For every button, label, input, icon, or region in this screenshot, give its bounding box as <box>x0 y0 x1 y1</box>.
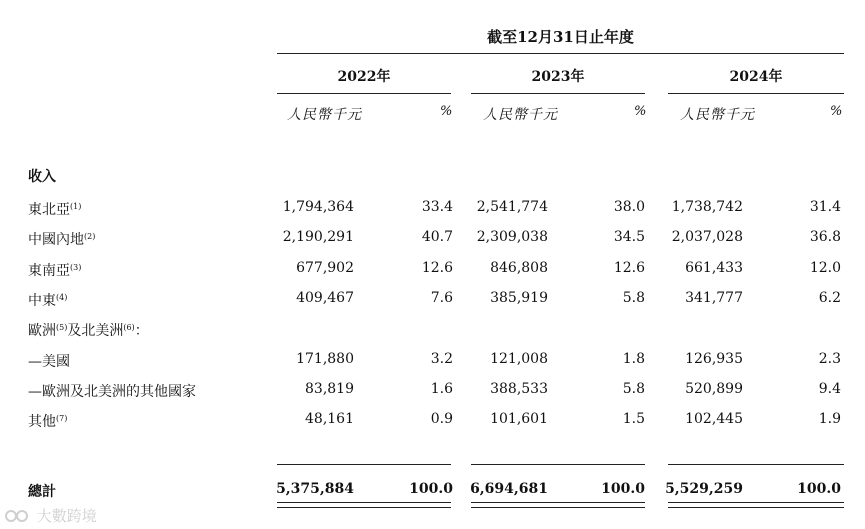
percent-cell: 5.8 <box>622 381 645 397</box>
percent-cell: 1.6 <box>430 381 453 397</box>
percent-cell: 12.6 <box>421 260 453 276</box>
percent-cell: 2.3 <box>818 351 841 367</box>
year-2024-header: 2024年 <box>729 69 783 85</box>
footnote-ref: (1) <box>70 202 82 211</box>
total-percent-cell: 100.0 <box>797 481 841 497</box>
percent-cell: 5.8 <box>622 290 645 306</box>
amount-cell: 341,777 <box>685 290 743 306</box>
percent-cell: 7.6 <box>430 290 453 306</box>
percent-cell: 3.2 <box>430 351 453 367</box>
amount-cell: 2,037,028 <box>671 229 743 245</box>
percent-cell: 9.4 <box>818 381 841 397</box>
amount-cell: 409,467 <box>296 290 354 306</box>
row-label-text: 及北美洲 <box>67 323 124 339</box>
watermark-logo-icon <box>4 509 32 523</box>
percent-cell: 36.8 <box>809 229 841 245</box>
section-title: 收入 <box>28 169 56 185</box>
subtotal-rule-2022 <box>277 464 451 465</box>
year-2022-header: 2022年 <box>337 69 391 85</box>
total-double-rule-2022 <box>277 502 451 508</box>
amount-cell: 2,541,774 <box>476 199 548 215</box>
percent-cell: 12.0 <box>809 260 841 276</box>
amount-cell: 661,433 <box>685 260 743 276</box>
row-label <box>28 411 67 431</box>
amount-cell: 677,902 <box>296 260 354 276</box>
amount-cell: 102,445 <box>685 411 743 427</box>
total-amount-cell: 6,694,681 <box>470 481 548 497</box>
total-label: 總計 <box>28 484 56 500</box>
amount-cell: 101,601 <box>490 411 548 427</box>
total-amount-cell: 5,375,884 <box>276 481 354 497</box>
pct-label-2023: % <box>634 104 647 119</box>
footnote-ref: (5) <box>56 323 68 332</box>
percent-cell: 40.7 <box>421 229 453 245</box>
row-label-text: 東南亞 <box>28 263 70 279</box>
footnote-ref: (7) <box>56 414 68 423</box>
row-label <box>28 290 67 310</box>
row-label <box>28 229 95 249</box>
total-double-rule-2023 <box>471 502 645 508</box>
row-label-text: —歐洲及北美洲的其他國家 <box>28 384 196 400</box>
row-label-text: 歐洲 <box>28 323 56 339</box>
unit-label-2023: 人民幣千元 <box>483 107 558 123</box>
subtotal-rule-2023 <box>471 464 645 465</box>
footnote-ref: (3) <box>70 263 82 272</box>
row-label <box>28 260 81 280</box>
total-double-rule-2024 <box>668 502 844 508</box>
amount-cell: 83,819 <box>305 381 354 397</box>
footnote-ref: (4) <box>56 293 68 302</box>
row-label-text: 中國內地 <box>28 232 84 248</box>
row-label-suffix: ： <box>134 323 149 339</box>
amount-cell: 846,808 <box>490 260 548 276</box>
pct-label-2024: % <box>830 104 843 119</box>
year-2022-rule <box>277 93 451 94</box>
header-rule <box>277 53 844 54</box>
row-label-text: —美國 <box>28 354 70 370</box>
subtotal-rule-2024 <box>668 464 844 465</box>
year-2024-rule <box>668 93 844 94</box>
unit-label-2022: 人民幣千元 <box>287 107 362 123</box>
amount-cell: 126,935 <box>685 351 743 367</box>
amount-cell: 520,899 <box>685 381 743 397</box>
year-2023-header: 2023年 <box>531 69 585 85</box>
amount-cell: 1,738,742 <box>671 199 743 215</box>
row-label-text: 中東 <box>28 293 56 309</box>
percent-cell: 0.9 <box>430 411 453 427</box>
pct-label-2022: % <box>440 104 453 119</box>
percent-cell: 38.0 <box>613 199 645 215</box>
watermark <box>4 505 97 526</box>
amount-cell: 1,794,364 <box>282 199 354 215</box>
row-label <box>28 199 81 219</box>
row-label-text: 其他 <box>28 414 56 430</box>
row-label <box>28 381 196 401</box>
total-percent-cell: 100.0 <box>601 481 645 497</box>
percent-cell: 34.5 <box>613 229 645 245</box>
percent-cell: 1.9 <box>818 411 841 427</box>
percent-cell: 1.8 <box>622 351 645 367</box>
footnote-ref: (6) <box>123 323 135 332</box>
percent-cell: 1.5 <box>622 411 645 427</box>
total-percent-cell: 100.0 <box>409 481 453 497</box>
amount-cell: 171,880 <box>296 351 354 367</box>
amount-cell: 385,919 <box>490 290 548 306</box>
percent-cell: 31.4 <box>809 199 841 215</box>
amount-cell: 388,533 <box>490 381 548 397</box>
row-label-text: 東北亞 <box>28 202 70 218</box>
row-label <box>28 320 149 340</box>
unit-label-2024: 人民幣千元 <box>680 107 755 123</box>
amount-cell: 2,309,038 <box>476 229 548 245</box>
amount-cell: 2,190,291 <box>282 229 354 245</box>
percent-cell: 12.6 <box>613 260 645 276</box>
percent-cell: 33.4 <box>421 199 453 215</box>
footnote-ref: (2) <box>84 232 96 241</box>
period-header: 截至12月31日止年度 <box>487 28 634 46</box>
year-2023-rule <box>471 93 645 94</box>
total-amount-cell: 5,529,259 <box>665 481 743 497</box>
watermark-text: 大數跨境 <box>36 507 97 525</box>
amount-cell: 48,161 <box>305 411 354 427</box>
percent-cell: 6.2 <box>818 290 841 306</box>
row-label <box>28 351 70 371</box>
amount-cell: 121,008 <box>490 351 548 367</box>
